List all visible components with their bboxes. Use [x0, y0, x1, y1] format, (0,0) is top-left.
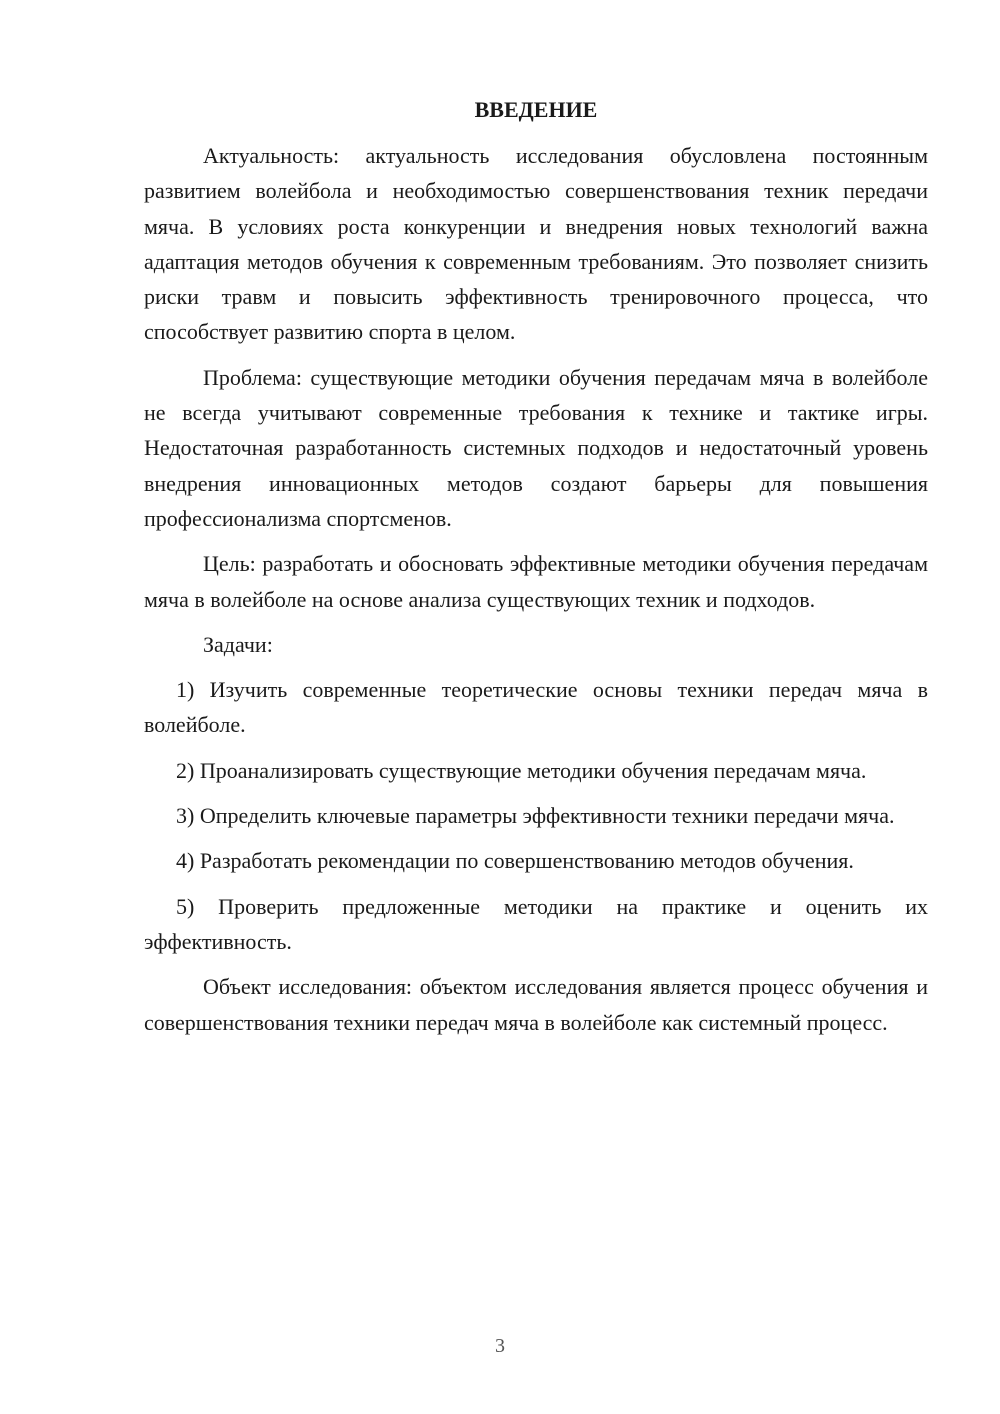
paragraph-object: Объект исследования: объектом исследования является процесс обучения и совершенствования техники передач мяча в волейболе как системный процесс. — [144, 974, 928, 1035]
page-number: 3 — [495, 1335, 505, 1357]
page-content — [144, 92, 928, 1040]
paragraph-relevance: Актуальность: актуальность исследования обусловлена постоянным развитием волейбола и необходимостью совершенствования техник передачи мяча. В условиях роста конкуренции и внедрения новых технологий важна адаптация методов обучения к современным требованиям. Это позволяет снизить риски травм и повысить эффективность тренировочного процесса, что способствует развитию спорта в целом. — [144, 143, 928, 345]
paragraph-problem: Проблема: существующие методики обучения передачам мяча в волейболе не всегда учитывают современные требования к технике и тактике игры. Недостаточная разработанность системных подходов и недостаточный уровень внедрения инновационных методов создают барьеры для повышения профессионализма спортсменов. — [144, 364, 928, 531]
section-title: ВВЕДЕНИЕ — [474, 97, 598, 122]
task-item-1: 1) Изучить современные теоретические основы техники передач мяча в волейболе. — [144, 677, 928, 738]
paragraph-goal: Цель: разработать и обосновать эффективные методики обучения передачам мяча в волейболе на основе анализа существующих техник и подходов. — [144, 551, 928, 612]
task-item-3: 3) Определить ключевые параметры эффективности техники передачи мяча. — [176, 803, 895, 829]
task-item-5: 5) Проверить предложенные методики на практике и оценить их эффективность. — [144, 893, 928, 954]
task-item-2: 2) Проанализировать существующие методики обучения передачам мяча. — [176, 757, 867, 783]
paragraph-tasks-heading: Задачи: — [203, 631, 273, 657]
task-item-4: 4) Разработать рекомендации по совершенствованию методов обучения. — [176, 848, 854, 874]
